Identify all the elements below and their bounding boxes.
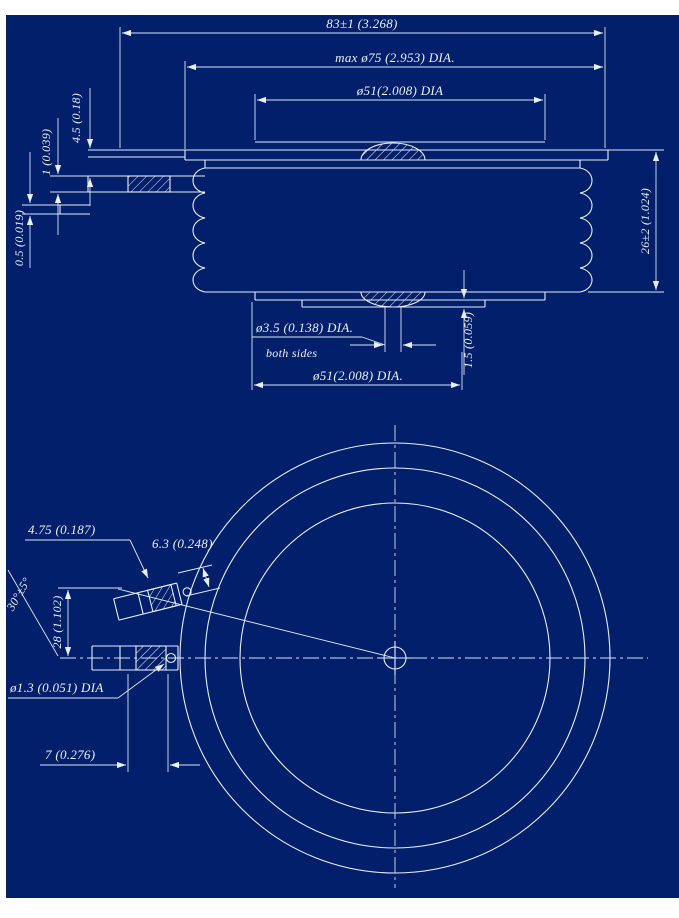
dim-recess-depth: 1.5 (0.059) [461, 311, 475, 369]
dim-lead-angle: 30°±5° [3, 574, 34, 614]
dim-lead-length: 7 (0.276) [45, 747, 96, 762]
drawing-area [6, 15, 679, 898]
dim-flange-offset: 4.5 (0.18) [69, 93, 83, 143]
dim-washer-thickness: 0.5 (0.019) [12, 209, 26, 267]
gate-lead-hatch [128, 176, 170, 192]
note-both-sides: both sides [266, 346, 318, 360]
dim-overall-width: 83±1 (3.268) [326, 16, 398, 31]
dim-lead-thickness: 1 (0.039) [39, 128, 53, 176]
dim-terminal-width-b: 6.3 (0.248) [152, 536, 213, 551]
dim-body-height: 26±2 (1.024) [638, 187, 652, 255]
dim-pole-diameter-top: ø51(2.008) DIA [356, 83, 444, 98]
dim-gate-hole-diameter: ø3.5 (0.138) DIA. [256, 320, 354, 335]
dim-pole-diameter-bottom: ø51(2.008) DIA. [312, 368, 404, 383]
dim-pin-diameter: ø1.3 (0.051) DIA [10, 680, 104, 695]
dim-max-diameter: max ø75 (2.953) DIA. [335, 50, 455, 65]
dim-terminal-width-a: 4.75 (0.187) [28, 522, 96, 537]
dim-lead-offset: 28 (1.102) [50, 595, 64, 649]
